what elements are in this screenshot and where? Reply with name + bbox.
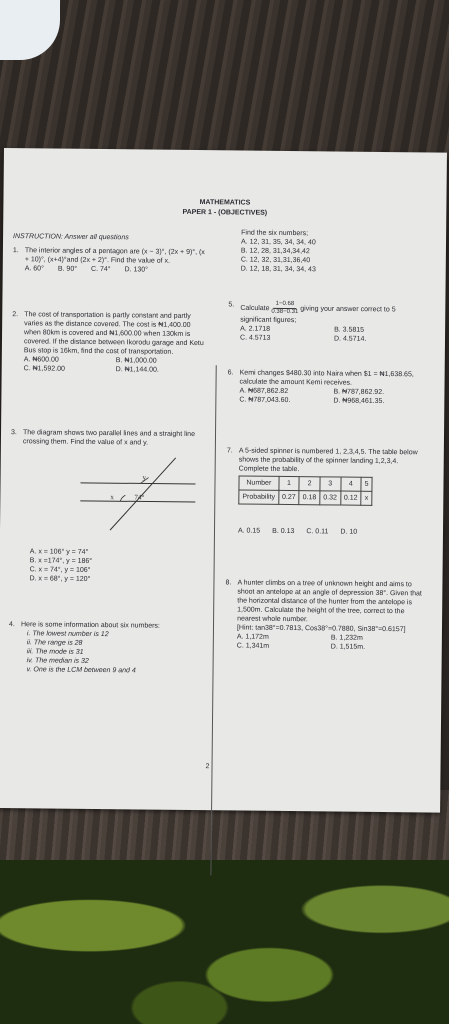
table-cell: 4 [340, 477, 361, 491]
option-a: A. 1,172m [236, 633, 269, 641]
options [25, 264, 209, 275]
option-a: A. 12, 31, 35, 34, 34, 40 [240, 238, 316, 247]
option-a: A. 0.15 [237, 527, 261, 535]
options [237, 632, 425, 652]
question-2 [12, 310, 209, 375]
table-cell: 5 [361, 477, 372, 491]
option-c: C. ₦787,043.60. [239, 396, 291, 405]
option-b: B. 12, 28, 31,34,34,42 [240, 247, 310, 256]
table-cell: Number [239, 476, 279, 490]
option-d: D. 4.5714. [333, 335, 367, 343]
option-b: B. 3.5815 [334, 326, 365, 334]
instruction: INSTRUCTION: Answer all questions [13, 233, 129, 242]
question-text: The diagram shows two parallel lines and a straight line crossing them. Find the value of x and y. [22, 429, 196, 447]
page-number: 2 [205, 763, 210, 771]
option-d: D. 1,515m. [330, 643, 366, 651]
option-b: B. ₦787,862.92. [333, 388, 385, 396]
question-4 [8, 620, 205, 676]
column-divider [210, 365, 216, 875]
option-b: B. 1,232m [330, 634, 363, 642]
question-4-continued [229, 228, 429, 275]
label-x: x [110, 493, 114, 502]
probability-table [238, 475, 372, 505]
question-text: Find the six numbers; [241, 229, 309, 238]
question-text: Kemi changes $480.30 into Naira when $1 = ₦1,638.65, calculate the amount Kemi receives. [239, 369, 414, 387]
question-number: 7. [226, 447, 233, 455]
label-y: y [142, 473, 147, 482]
option-a: A. ₦687,862.82 [239, 387, 289, 395]
table-cell: 2 [299, 477, 320, 491]
fact-4: iv. The median is 32 [26, 657, 89, 665]
option-b: B. 0.13 [272, 527, 295, 536]
options [29, 547, 205, 585]
table-cell: 0.12 [340, 491, 361, 505]
question-text: The cost of transportation is partly constant and partly varies as the distance covered. The cost is ₦1,400.00 when 80km is covered and ₦1,600.00 when 130km is covered. If the distance between Ikorodu garage and Ketu Bus stop is 16km, find the cost of transportation. [23, 311, 204, 356]
option-c: C. ₦1,592.00 [23, 365, 65, 373]
background-table-top [0, 0, 449, 160]
options [24, 355, 208, 375]
table-cell: 0.18 [299, 491, 320, 505]
background-fabric [0, 860, 449, 1024]
hint: [Hint: tan38°=0.7813, Cos38°=0.7880, Sin38°=0.6157] [236, 624, 406, 634]
option-a: A. 2.1718 [240, 325, 271, 333]
table-cell: 1 [279, 476, 300, 490]
option-a: A. x = 106° y = 74° [29, 548, 89, 556]
question-text: A hunter climbs on a tree of unknown height and aims to shoot an antelope at an angle of depression 38°. Given that the horizontal distance of the hunter from the antelope is 1,500m. Calculate the height of the tree, correct to the nearest whole number. [237, 579, 422, 624]
question-text [240, 300, 428, 326]
fraction [271, 301, 298, 316]
fraction-top: 1−0.68 [274, 301, 297, 309]
question-text: A 5-sided spinner is numbered 1, 2,3,4,5. The table below shows the probability of the spinner landing 1,2,3,4. Complete the table. [238, 447, 418, 474]
exam-paper [0, 148, 447, 813]
paper-title: PAPER 1 - (OBJECTIVES) [182, 208, 268, 217]
parallel-lines-diagram [70, 455, 201, 536]
options [238, 526, 426, 537]
option-c: C. x = 74°, y = 106° [29, 566, 91, 574]
question-number: 4. [8, 621, 15, 629]
question-number: 8. [225, 579, 232, 587]
facts-list [26, 629, 204, 676]
question-number: 6. [227, 369, 234, 377]
table-cell: 0.27 [278, 490, 299, 504]
option-d: D. 130° [124, 266, 149, 274]
question-text: The interior angles of a pentagon are (x − 3)°, (2x + 9)°, (x + 10)°, (x+4)°and (2x + 2)°. Find the value of x. [24, 247, 205, 265]
question-1 [13, 246, 209, 275]
question-number: 1. [12, 247, 19, 255]
option-d: D. ₦968,461.35. [333, 397, 385, 405]
table-row [239, 490, 372, 505]
fraction-bottom: 0.38−0.31 [271, 308, 299, 316]
subject-title: MATHEMATICS [199, 199, 251, 207]
fact-3: iii. The mode is 31 [26, 648, 84, 656]
question-number: 5. [228, 301, 235, 309]
option-c: C. 74° [91, 265, 111, 274]
fact-1: i. The lowest number is 12 [26, 630, 109, 639]
option-c: C. 0.11 [306, 528, 329, 536]
fact-5: v. One is the LCM between 9 and 4 [26, 666, 136, 675]
question-text: Here is some information about six numbers: [20, 621, 160, 630]
question-7 [226, 446, 427, 537]
option-a: A. ₦600.00 [23, 356, 59, 364]
table-cell: 3 [320, 477, 341, 491]
option-d: D. x = 68°, y = 120° [29, 575, 91, 583]
fact-2: ii. The range is 28 [26, 639, 83, 647]
options [239, 386, 427, 406]
options [241, 237, 429, 275]
option-b: B. x =174°, y = 186° [29, 557, 93, 565]
q5-text-after: giving your answer correct to 5 significant figures; [240, 305, 396, 325]
option-b: B. ₦1,000.00 [115, 357, 157, 365]
table-row [239, 476, 372, 491]
question-8 [225, 578, 426, 652]
option-c: C. 4.5713 [239, 334, 271, 342]
question-number: 3. [10, 429, 17, 437]
label-angle: 74° [134, 493, 145, 502]
option-d: D. ₦1,144.00. [115, 366, 159, 374]
option-a: A. 60° [24, 265, 44, 273]
option-c: C. 12, 32, 31,31,36,40 [240, 256, 311, 265]
table-cell: x [361, 491, 372, 505]
option-d: D. 10 [340, 528, 358, 536]
question-5 [228, 300, 428, 344]
table-cell: Probability [239, 490, 279, 504]
question-number: 2. [12, 311, 19, 319]
question-3 [9, 428, 207, 585]
option-d: D. 12, 18, 31, 34, 34, 43 [240, 265, 316, 274]
table-cell: 0.32 [320, 491, 341, 505]
question-6 [227, 368, 427, 406]
option-c: C. 1,341m [236, 642, 270, 650]
option-b: B. 90° [57, 265, 78, 273]
options [240, 324, 428, 344]
q5-text-before: Calculate [240, 304, 270, 313]
